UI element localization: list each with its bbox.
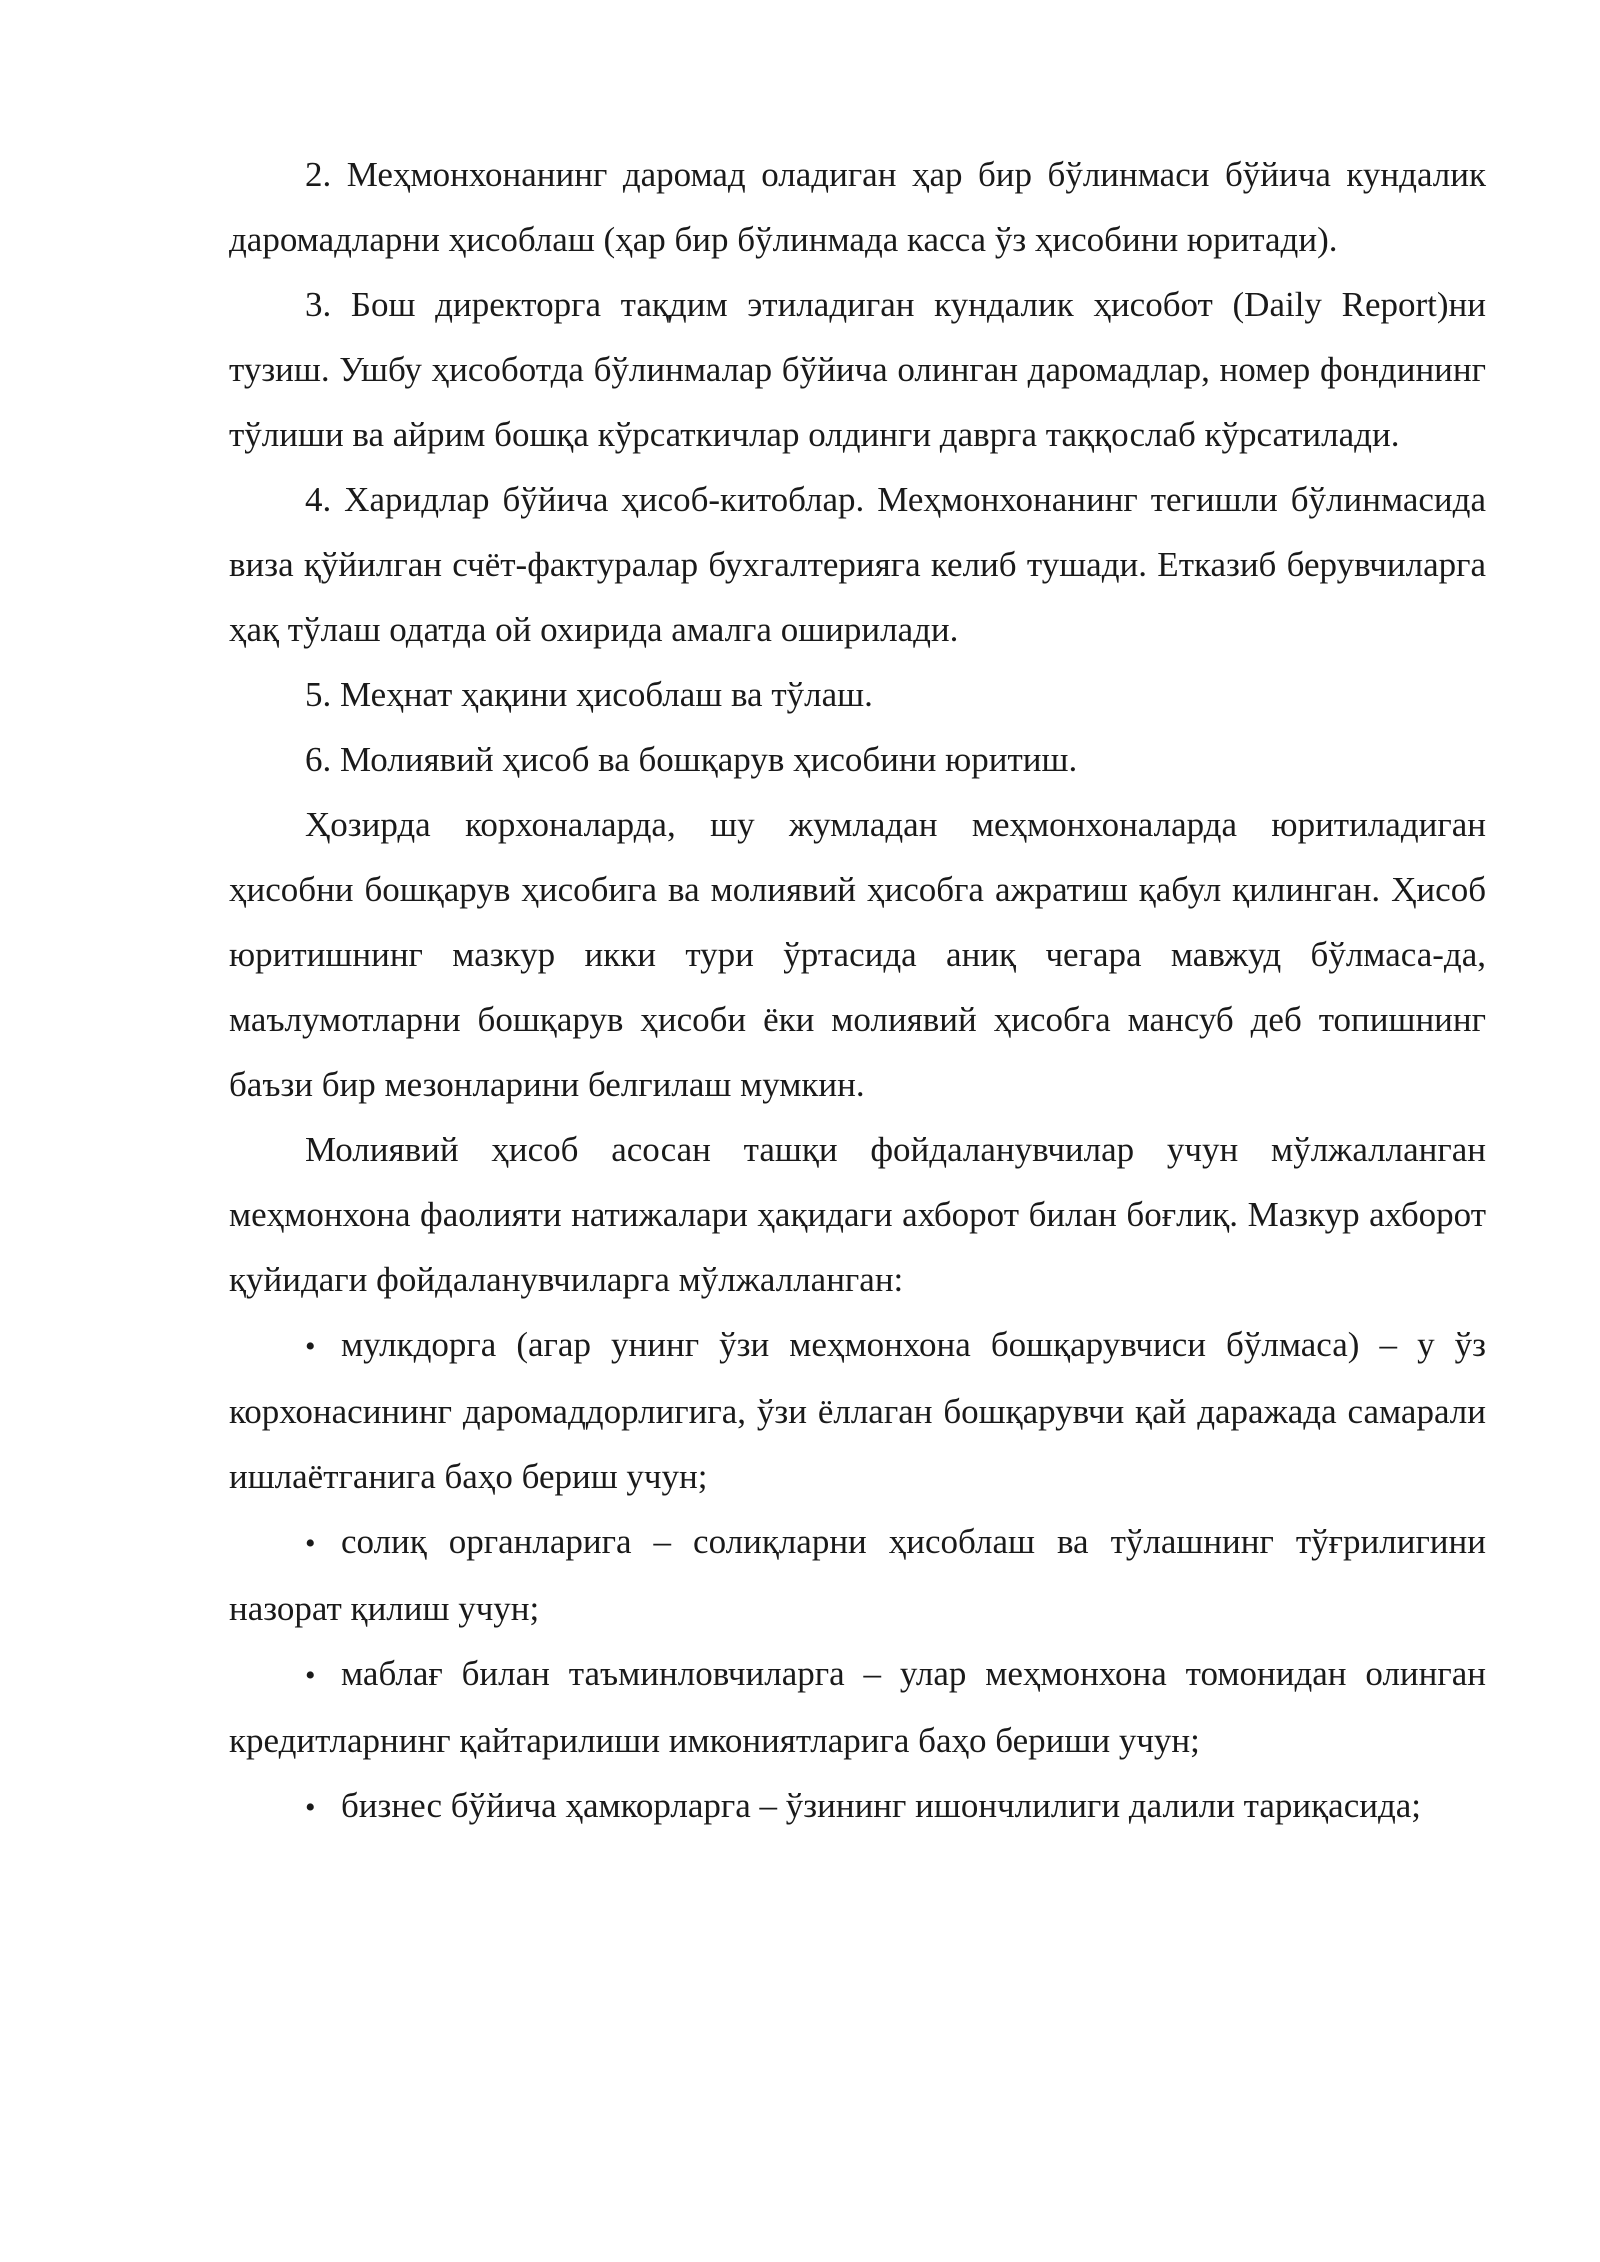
paragraph-item-3: 3. Бош директорга тақдим этиладиган кундалик ҳисобот (Daily Report)ни тузиш. Ушбу ҳисоботда бўлинмалар бўйича олинган даромадлар, номер фондининг тўлиши ва айрим бошқа кўрсаткичлар олдинги даврга таққослаб кўрсатилади.	[229, 285, 1486, 454]
paragraph-accounting-types: Ҳозирда корхоналарда, шу жумладан меҳмонхоналарда юритиладиган ҳисобни бошқарув ҳисобига ва молиявий ҳисобга ажратиш қабул қилинган. Ҳисоб юритишнинг мазкур икки тури ўртасида аниқ чегара мавжуд бўлмаса-да, маълумотларни бошқарув ҳисоби ёки молиявий ҳисобга мансуб деб топишнинг баъзи бир мезонларини белгилаш мумкин.	[229, 805, 1486, 1104]
bullet-item-business-partners	[229, 1773, 1486, 1840]
bullet-text: маблағ билан таъминловчиларга – улар меҳмонхона томонидан олинган кредитларнинг қайтарилиши имкониятларига баҳо бериши учун;	[229, 1654, 1486, 1760]
bullet-text: бизнес бўйича ҳамкорларга – ўзининг ишончлилиги далили тариқасида;	[341, 1786, 1422, 1825]
bullet-icon: •	[305, 1791, 316, 1824]
paragraph-item-5: 5. Меҳнат ҳақини ҳисоблаш ва тўлаш.	[305, 675, 873, 714]
paragraph-item-6: 6. Молиявий ҳисоб ва бошқарув ҳисобини юритиш.	[305, 740, 1078, 779]
bullet-icon: •	[305, 1659, 316, 1692]
bullet-icon: •	[305, 1330, 316, 1363]
bullet-text: солиқ органларига – солиқларни ҳисоблаш ва тўлашнинг тўғрилигини назорат қилиш учун;	[229, 1522, 1486, 1628]
bullet-item-funders	[229, 1641, 1486, 1773]
paragraph-item-4: 4. Харидлар бўйича ҳисоб-китоблар. Меҳмонхонанинг тегишли бўлинмасида виза қўйилган счёт-фактуралар бухгалтерияга келиб тушади. Етказиб берувчиларга ҳақ тўлаш одатда ой охирида амалга оширилади.	[229, 480, 1486, 649]
paragraph-item-2: 2. Меҳмонхонанинг даромад оладиган ҳар бир бўлинмаси бўйича кундалик даромадларни ҳисоблаш (ҳар бир бўлинмада касса ўз ҳисобини юритади).	[229, 155, 1486, 259]
bullet-item-owner	[229, 1312, 1486, 1509]
bullet-item-tax-authorities	[229, 1509, 1486, 1641]
bullet-icon: •	[305, 1527, 316, 1560]
paragraph-financial-accounting: Молиявий ҳисоб асосан ташқи фойдаланувчилар учун мўлжалланган меҳмонхона фаолияти натижалари ҳақидаги ахборот билан боғлиқ. Мазкур ахборот қуйидаги фойдаланувчиларга мўлжалланган:	[229, 1130, 1486, 1299]
document-body	[229, 142, 1486, 1840]
bullet-text: мулкдорга (агар унинг ўзи меҳмонхона бошқарувчиси бўлмаса) – у ўз корхонасининг даромаддорлигига, ўзи ёллаган бошқарувчи қай даражада самарали ишлаётганига баҳо бериш учун;	[229, 1325, 1486, 1496]
